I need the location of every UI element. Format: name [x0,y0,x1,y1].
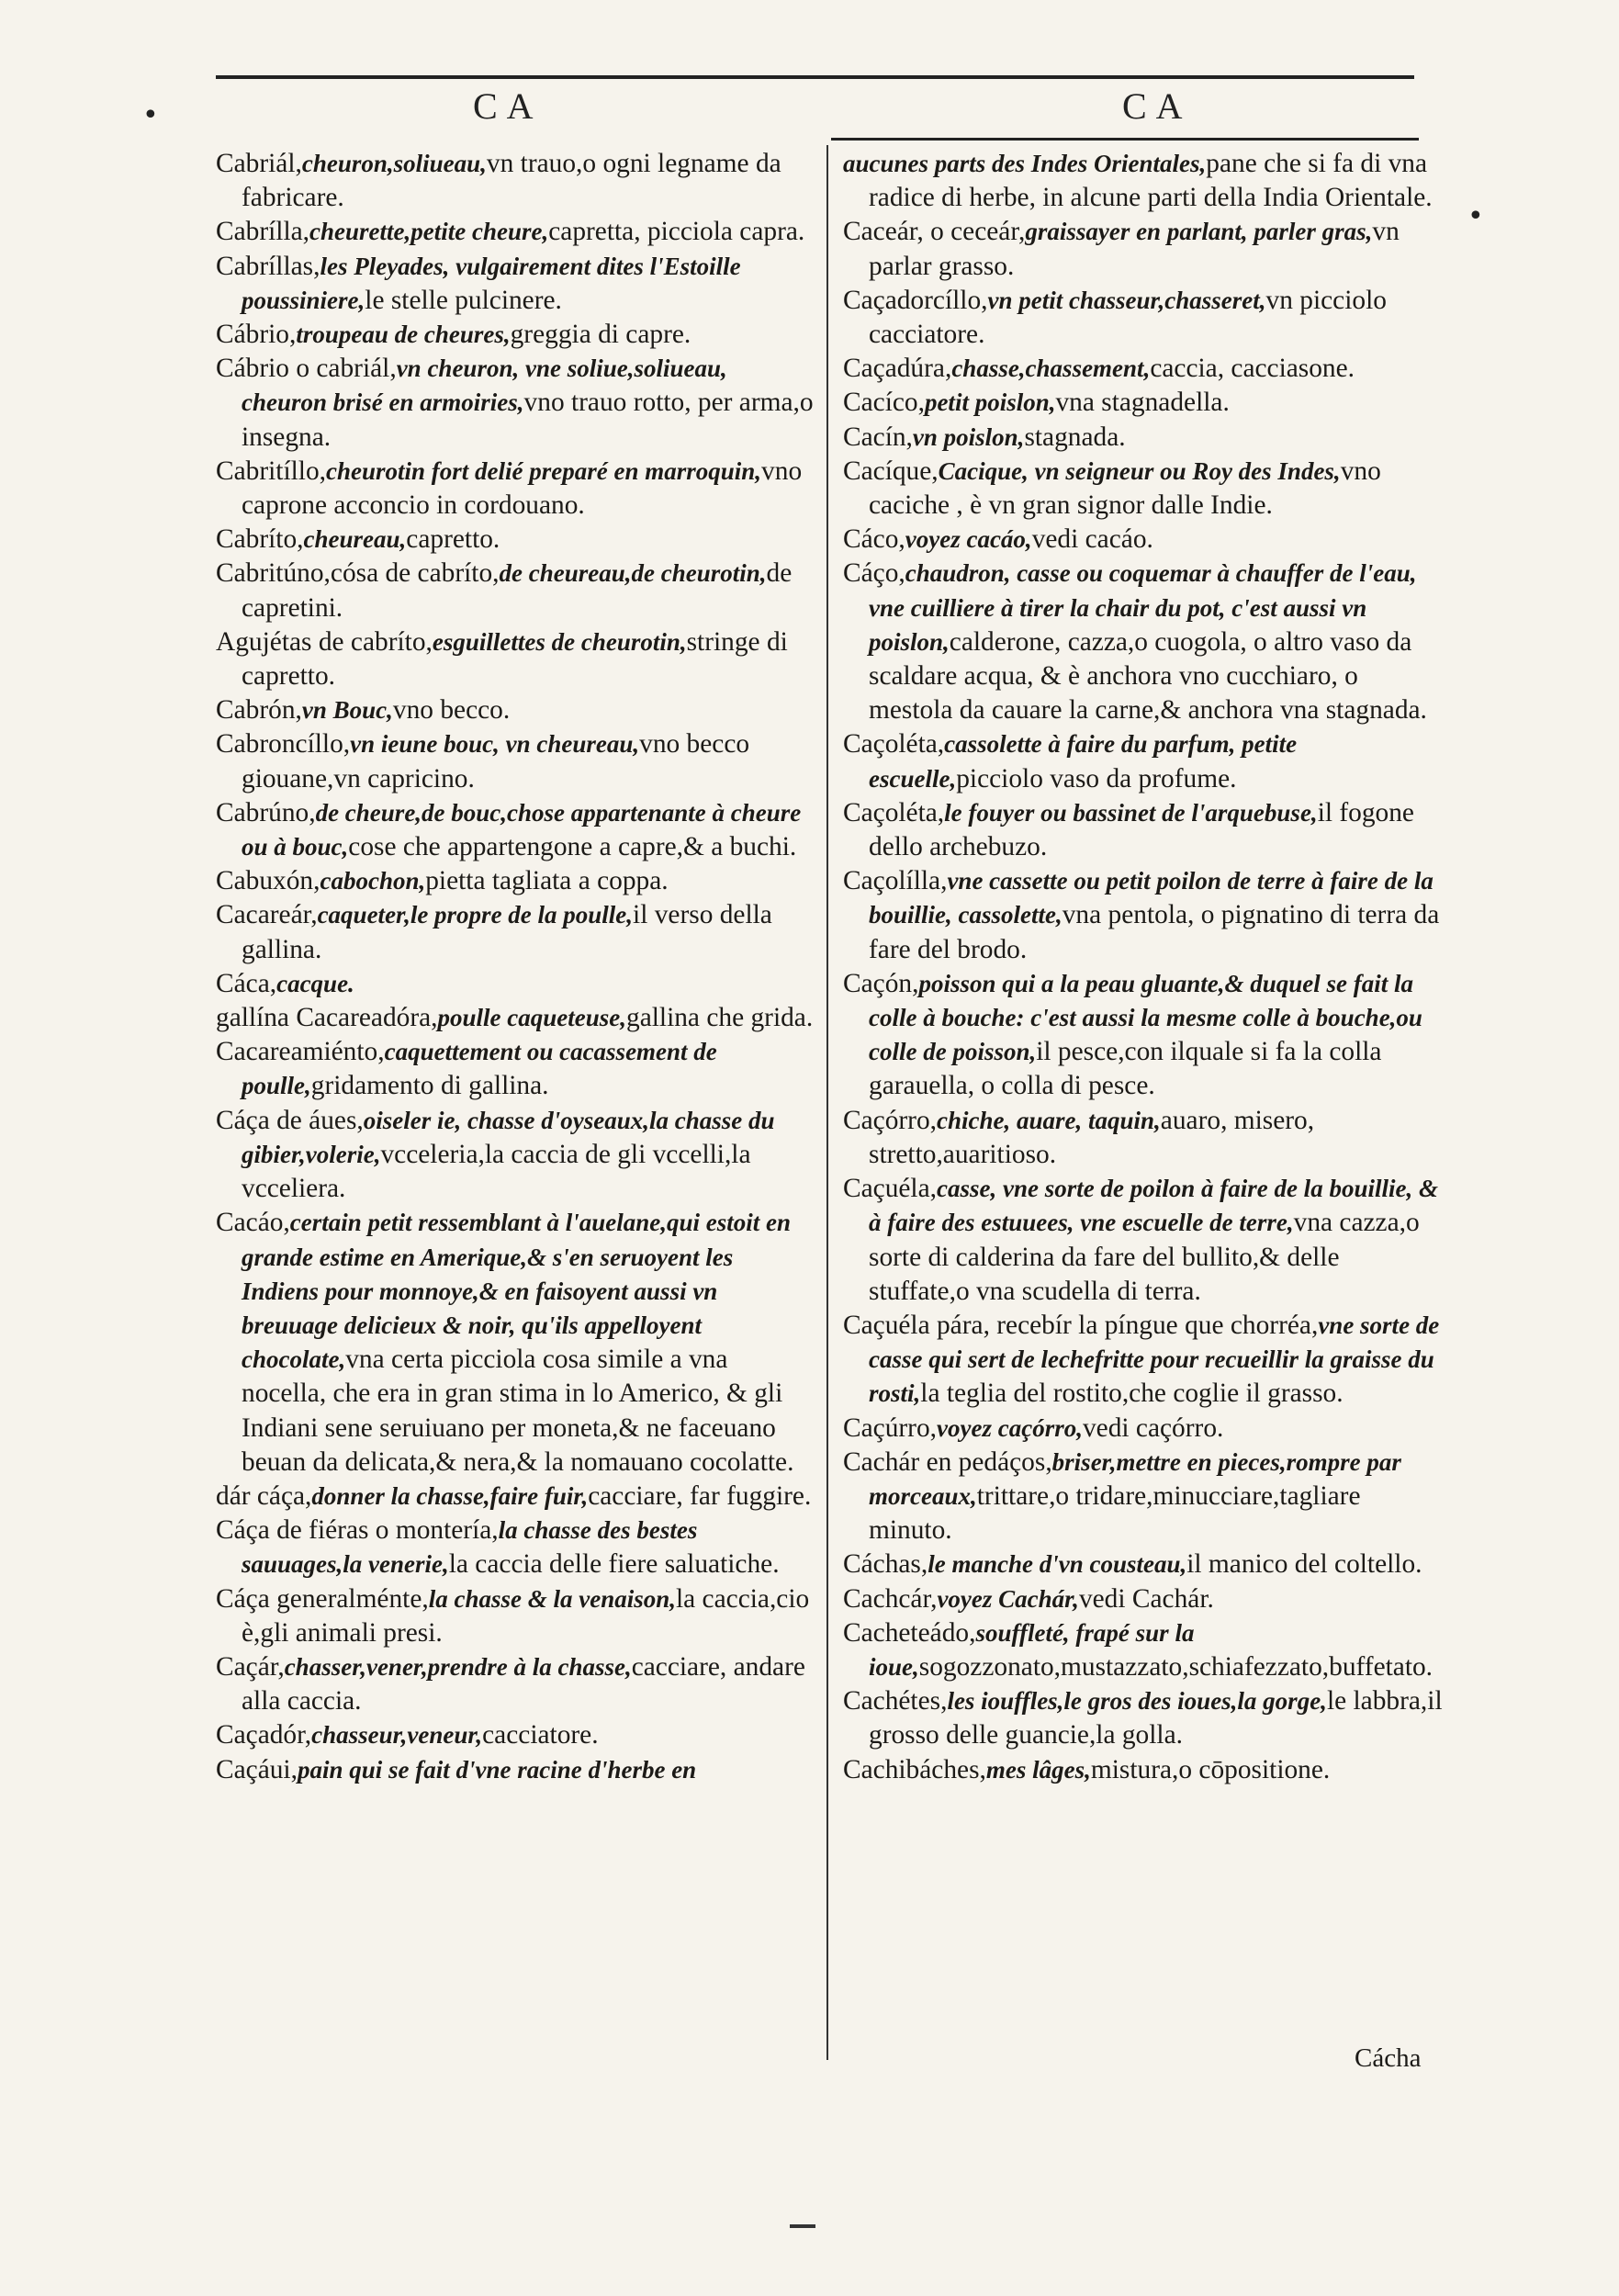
french-gloss: de cheureau,de cheurotin, [499,559,767,588]
french-gloss: vne cassette ou petit poilon de terre à faire de la bouillie, cassolette, [869,867,1433,929]
french-gloss: aucunes parts des Indes Orientales, [843,150,1207,177]
dictionary-entry [216,625,815,693]
headword: Caçolílla, [843,866,948,896]
french-gloss: troupeau de cheures, [296,321,511,349]
dictionary-entry [216,352,815,455]
italian-gloss: gallina che grida. [626,1003,814,1033]
italian-gloss: il verso della gallina. [242,900,772,964]
french-gloss: cabochon, [320,867,426,895]
french-gloss: chaudron, casse ou coquemar à chauffer de l'eau, vne cuilliere à tirer la chair du pot, c'est aussi vn poislon, [869,559,1417,656]
french-gloss: voyez cacáo, [905,525,1032,554]
headword: Caçuéla, [843,1174,937,1204]
italian-gloss: vno caciche , è vn gran signor dalle Indie. [869,456,1381,521]
italian-gloss: stringe di capretto. [242,626,788,692]
dictionary-entry [216,693,815,727]
dictionary-entry [216,1035,815,1103]
dictionary-entry [843,1616,1444,1684]
headword: Cáca, [216,968,277,998]
catchword: Cácha [1355,2043,1422,2073]
french-gloss: graissayer en parlant, parler gras, [1025,218,1373,246]
dictionary-entry [216,250,815,318]
french-gloss: vn Bouc, [301,696,393,725]
french-gloss: petit poislon, [924,388,1056,417]
headword: Cabrón, [216,695,302,726]
headword: Cáça de fiéras o montería, [216,1515,499,1546]
italian-gloss: vna pentola, o pignatino di terra da fare del brodo. [869,900,1440,964]
french-gloss: poulle caqueteuse, [437,1004,626,1032]
dictionary-entry [216,215,815,249]
french-gloss: voyez caçórro, [937,1413,1083,1442]
french-gloss: vn ieune bouc, vn cheureau, [350,730,640,759]
headword: Caçadúra, [843,354,952,384]
headword: Caçadorcíllo, [843,285,988,315]
french-gloss: souffleté, frapé sur la ioue, [869,1618,1195,1681]
headword: Cacín, [843,422,913,452]
headword: Cáça de áues, [216,1105,364,1135]
italian-gloss: vedi Cachár. [1078,1583,1214,1614]
dictionary-entry [843,215,1444,283]
headword: Cacareár, [216,900,318,930]
french-gloss: la chasse des bestes sauuages,la venerie, [242,1516,698,1579]
headword: Caçoléta, [843,797,945,827]
dictionary-entry [216,1206,815,1480]
dictionary-entry [843,523,1444,557]
headword: Cabrúno, [216,797,316,827]
dictionary-entry [843,727,1444,795]
headword: Cacíco, [843,388,925,418]
french-gloss: poisson qui a la peau gluante,& duquel se fait la colle à bouche: c'est aussi la mesme colle à bouche,ou colle de poisson, [869,969,1422,1066]
french-gloss: les iouffles,le gros des ioues,la gorge, [947,1687,1327,1716]
italian-gloss: calderone, cazza,o cuogola, o altro vaso da scaldare acqua, & è anchora vno cucchiaro, o mestola da cauare la carne,& anchora vna stagnada. [869,626,1427,726]
headword: Cábrio, [216,320,297,350]
headword: Cáco, [843,524,905,555]
italian-gloss: gridamento di gallina. [310,1071,549,1101]
headword: dár cáça, [216,1480,312,1511]
italian-gloss: greggia di capre. [510,320,691,350]
italian-gloss: cose che appartengone a capre,& a buchi. [348,832,797,862]
french-gloss: vne sorte de casse qui sert de lechefritte pour recueillir la graisse du rosti, [869,1311,1440,1408]
italian-gloss: picciolo vaso da profume. [956,763,1237,793]
headword: Cacareamiénto, [216,1037,385,1067]
italian-gloss: vna cazza,o sorte di calderina da fare del bullito,& delle stuffate,o vna scudella di terra. [869,1208,1420,1306]
column-divider [826,145,828,2060]
footer-mark [790,2224,815,2228]
dictionary-entry [843,421,1444,455]
headword: gallína Cacareadóra, [216,1003,438,1033]
french-gloss: briser,mettre en pieces,rompre par morceaux, [869,1447,1401,1510]
dictionary-entry [216,967,815,1001]
italian-gloss: pietta tagliata a coppa. [425,866,669,896]
italian-gloss: vna stagnadella. [1055,388,1230,418]
headword: Cachcár, [843,1583,938,1614]
italian-gloss: vcceleria,la caccia de gli vccelli,la vcceliera. [242,1139,751,1204]
italian-gloss: vno caprone acconcio in cordouano. [242,456,803,521]
headword: Cáço, [843,558,905,589]
headword: Caçár, [216,1651,285,1682]
dictionary-entry [843,864,1444,967]
headword: Cábrio o cabriál, [216,354,397,384]
headword: Cabríto, [216,524,304,555]
italian-gloss: il manico del coltello. [1186,1549,1422,1580]
dictionary-entry [216,1718,815,1752]
italian-gloss: vedi caçórro. [1082,1412,1224,1443]
headword: Caceár, o ceceár, [843,217,1026,247]
dictionary-entry [843,284,1444,352]
dictionary-entry [216,1001,815,1035]
headword: Cacheteádo, [843,1617,976,1648]
dictionary-entry [216,1582,815,1650]
french-gloss: caquettement ou cacassement de poulle, [242,1038,717,1100]
dictionary-entry [843,147,1444,215]
french-gloss: cheuron,soliueau, [301,150,487,177]
dictionary-entry [843,455,1444,523]
dictionary-entry [216,1753,815,1787]
headword: Cacáo, [216,1208,290,1238]
italian-gloss: capretta, picciola capra. [548,217,805,247]
french-gloss: cacque. [276,969,354,997]
italian-gloss: de capretini. [242,558,793,623]
french-gloss: de cheure,de bouc,chose appartenante à cheure ou à bouc, [242,798,802,861]
headword: Cabrílla, [216,217,310,247]
french-gloss: chiche, auare, taquin, [937,1106,1161,1134]
french-gloss: cheurotin fort delié preparé en marroquin, [326,456,762,485]
dictionary-entry [843,967,1444,1104]
french-gloss: pain qui se fait d'vne racine d'herbe en [297,1755,697,1784]
dictionary-entry [843,1412,1444,1446]
italian-gloss: le labbra,il grosso delle guancie,la golla. [869,1686,1443,1750]
italian-gloss: cacciare, andare alla caccia. [242,1651,805,1716]
headword: Cachibáches, [843,1754,986,1784]
dictionary-entry [216,1514,815,1581]
dictionary-entry [216,864,815,898]
dictionary-entry [843,1548,1444,1581]
italian-gloss: il pesce,con ilquale si fa la colla garauella, o colla di pesce. [869,1037,1382,1101]
french-gloss: cheureau, [303,525,407,554]
italian-gloss: cacciatore. [482,1720,599,1750]
headword: Cabriál, [216,149,302,178]
french-gloss: la chasse & la venaison, [428,1584,676,1613]
french-gloss: oiseler ie, chasse d'oyseaux,la chasse du gibier,volerie, [242,1106,775,1168]
french-gloss: le fouyer ou bassinet de l'arquebuse, [944,798,1318,827]
dictionary-entry [843,1309,1444,1412]
margin-dot: • [142,99,159,131]
italian-gloss: capretto. [406,524,500,555]
french-gloss: chasser,vener,prendre à la chasse, [284,1652,632,1681]
italian-gloss: vno becco. [392,695,511,726]
italian-gloss: vn picciolo cacciatore. [869,285,1387,350]
dictionary-entry [843,352,1444,386]
french-gloss: mes lâges, [985,1755,1091,1784]
dictionary-entry [216,1480,815,1514]
italian-gloss: cacciare, far fuggire. [588,1480,812,1511]
french-gloss: vn cheuron, vne soliue,soliueau, cheuron brisé en armoiries, [242,355,727,417]
italian-gloss: la caccia delle fiere saluatiche. [448,1549,780,1580]
dictionary-entry [843,1753,1444,1787]
headword: Caçórro, [843,1105,938,1135]
headword: Cabroncíllo, [216,729,351,760]
italian-gloss: le stelle pulcinere. [365,285,562,315]
dictionary-entry [216,1104,815,1207]
french-gloss: voyez Cachár, [937,1584,1079,1613]
italian-gloss: mistura,o cōpositione. [1090,1754,1331,1784]
right-column [843,147,1444,1787]
italian-gloss: sogozzonato,mustazzato,schiafezzato,buffetato. [918,1651,1433,1682]
french-gloss: vn petit chasseur,chasseret, [987,286,1266,314]
headword: Caçáui, [216,1754,298,1784]
italian-gloss: vno trauo rotto, per arma,o insegna. [242,388,814,452]
headword: Caçúrro, [843,1412,938,1443]
dictionary-entry [216,727,815,795]
italian-gloss: vedi cacáo. [1031,524,1153,555]
french-gloss: chasse,chassement, [951,355,1151,383]
french-gloss: chasseur,veneur, [311,1721,483,1750]
french-gloss: donner la chasse,faire fuir, [311,1481,589,1510]
italian-gloss: vno becco giouane,vn capricino. [242,729,750,793]
headword: Cachétes, [843,1686,948,1716]
italian-gloss: auaro, misero, stretto,auaritioso. [869,1105,1315,1169]
dictionary-entry [216,147,815,215]
italian-gloss: trittare,o tridare,minucciare,tagliare minuto. [869,1480,1361,1546]
dictionary-entry [216,318,815,352]
dictionary-entry [216,455,815,523]
dictionary-entry [843,796,1444,864]
dictionary-entry [843,1104,1444,1172]
italian-gloss: vn parlar grasso. [869,217,1400,281]
headword: Cachár en pedáços, [843,1446,1052,1477]
french-gloss: certain petit ressemblant à l'auelane,qui estoit en grande estime en Amerique,& s'en seruoyent les Indiens pour monnoye,& en faisoyent aussi vn breuuage delicieux & noir, qu'ils appelloyent chocolate, [242,1209,792,1374]
headword: Cabríllas, [216,251,320,281]
headword: Cáça generalménte, [216,1583,429,1614]
french-gloss: Cacique, vn seigneur ou Roy des Indes, [938,456,1341,485]
headword: Cacíque, [843,456,939,486]
dictionary-entry [216,898,815,966]
dictionary-entry [843,557,1444,727]
italian-gloss: caccia, cacciasone. [1150,354,1355,384]
french-gloss: cheurette,petite cheure, [309,218,549,246]
french-gloss: caqueter,le propre de la poulle, [317,901,634,929]
headword: Caçón, [843,968,919,998]
french-gloss: vn poislon, [912,422,1025,451]
left-column [216,147,815,1787]
french-gloss: le manche d'vn cousteau, [928,1550,1187,1579]
french-gloss: esguillettes de cheurotin, [432,627,687,656]
french-gloss: casse, vne sorte de poilon à faire de la bouillie, & à faire des estuuees, vne escuelle de terre, [869,1175,1438,1237]
headword: Cabritúno,cósa de cabríto, [216,558,500,589]
italian-gloss: la teglia del rostito,che coglie il grasso. [920,1379,1344,1409]
french-gloss: cassolette à faire du parfum, petite escuelle, [869,730,1298,793]
dictionary-entry [843,1446,1444,1548]
dictionary-entry [216,523,815,557]
dictionary-entry [216,1650,815,1718]
headword: Caçuéla pára, recebír la píngue que chorréa, [843,1310,1319,1340]
french-gloss: les Pleyades, vulgairement dites l'Estoille poussiniere, [242,252,741,314]
top-rule [216,75,1414,79]
dictionary-entry [216,557,815,625]
running-head-left: CA [473,85,543,127]
headword: Cabritíllo, [216,456,327,486]
margin-dot: • [1467,200,1484,232]
italian-gloss: vn trauo,o ogni legname da fabricare. [242,149,781,213]
dictionary-entry [843,1684,1444,1752]
headword: Cáchas, [843,1549,928,1580]
dictionary-entry [843,1172,1444,1309]
italian-gloss: vna certa picciola cosa simile a vna nocella, che era in gran stima in lo Americo, & gli Indiani sene seruiuano per moneta,& ne faceuano beuan da delicata,& nera,& la nomauano cocolatte. [242,1345,794,1477]
italian-gloss: pane che si fa di vna radice di herbe, in alcune parti della India Orientale. [869,149,1433,213]
headword: Agujétas de cabríto, [216,626,433,657]
dictionary-entry [843,1582,1444,1616]
headword: Caçoléta, [843,729,945,760]
italian-gloss: la caccia,cio è,gli animali presi. [242,1583,810,1648]
dictionary-entry [843,386,1444,420]
headword: Cabuxón, [216,866,320,896]
italian-gloss: stagnada. [1024,422,1126,452]
header-rule [831,138,1419,141]
running-head-right: CA [1122,85,1192,127]
headword: Caçadór, [216,1720,312,1750]
dictionary-entry [216,796,815,864]
italian-gloss: il fogone dello archebuzo. [869,797,1414,862]
